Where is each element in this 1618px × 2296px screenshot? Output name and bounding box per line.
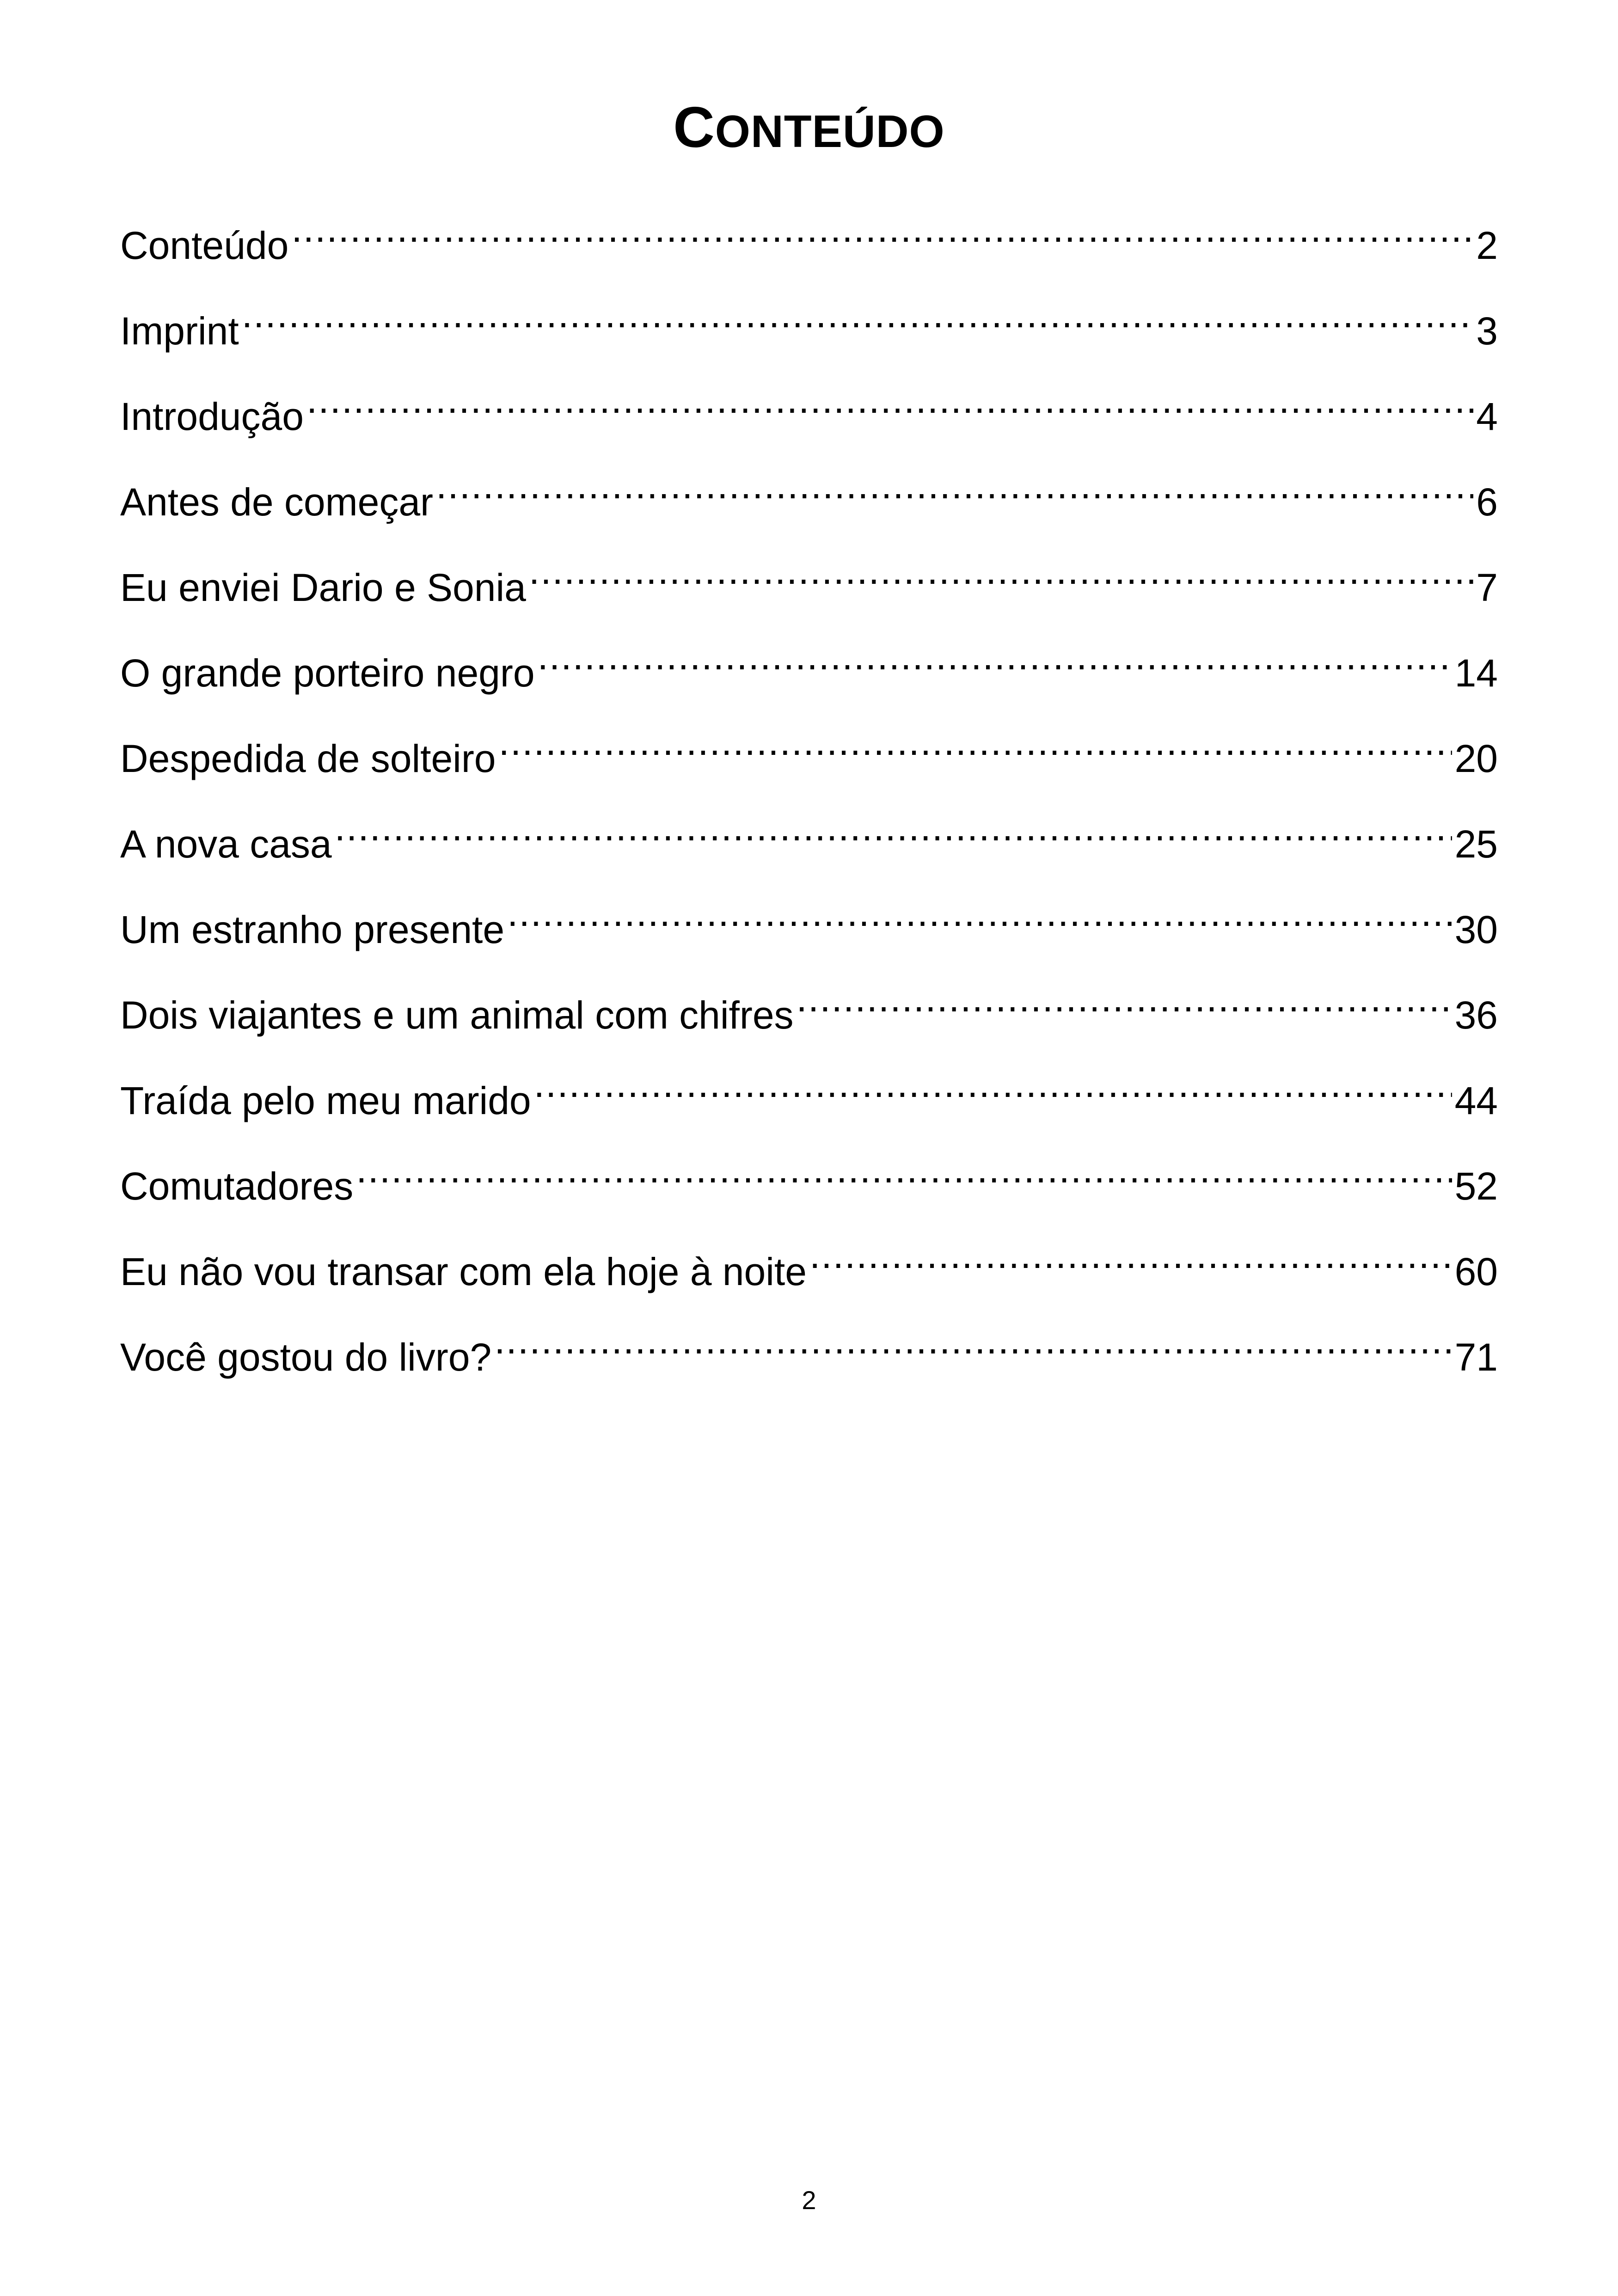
toc-entry[interactable]	[120, 455, 1498, 541]
toc-entry-title: Introdução	[120, 395, 304, 438]
toc-entry[interactable]	[120, 626, 1498, 712]
toc-dot-leader	[529, 541, 1473, 601]
toc-entry-title: Imprint	[120, 309, 239, 353]
toc-dot-leader	[356, 1139, 1452, 1200]
toc-dot-leader	[538, 626, 1452, 686]
toc-entry-page: 7	[1476, 566, 1498, 609]
toc-entry-title: A nova casa	[120, 822, 332, 866]
toc-entry[interactable]	[120, 199, 1498, 284]
toc-dot-leader	[291, 199, 1473, 259]
toc-entry-title: O grande porteiro negro	[120, 651, 535, 695]
toc-entry-page: 71	[1454, 1335, 1498, 1379]
toc-entry[interactable]	[120, 1310, 1498, 1396]
toc-entry-page: 14	[1454, 651, 1498, 695]
toc-entry-page: 44	[1454, 1079, 1498, 1122]
toc-entry[interactable]	[120, 370, 1498, 455]
toc-dot-leader	[809, 1225, 1452, 1285]
toc-entry[interactable]	[120, 541, 1498, 626]
toc-entry-title: Despedida de solteiro	[120, 737, 496, 780]
toc-entry-page: 25	[1454, 822, 1498, 866]
toc-entry-title: Um estranho presente	[120, 908, 505, 951]
toc-entry-title: Você gostou do livro?	[120, 1335, 492, 1379]
toc-entry-page: 4	[1476, 395, 1498, 438]
toc-dot-leader	[507, 883, 1452, 943]
toc-entry-title: Eu não vou transar com ela hoje à noite	[120, 1250, 807, 1293]
toc-entry[interactable]	[120, 712, 1498, 797]
toc-entry-page: 6	[1476, 480, 1498, 524]
toc-entry-title: Conteúdo	[120, 224, 289, 267]
table-of-contents	[120, 199, 1498, 1396]
toc-dot-leader	[242, 284, 1474, 344]
toc-entry[interactable]	[120, 284, 1498, 370]
footer-page-number: 2	[802, 2186, 816, 2215]
toc-dot-leader	[499, 712, 1452, 772]
toc-entry[interactable]	[120, 968, 1498, 1054]
toc-entry-page: 3	[1476, 309, 1498, 353]
toc-entry[interactable]	[120, 1054, 1498, 1139]
toc-entry-page: 30	[1454, 908, 1498, 951]
toc-entry-page: 60	[1454, 1250, 1498, 1293]
toc-dot-leader	[797, 968, 1452, 1029]
page-title	[0, 91, 1618, 168]
toc-entry-title: Traída pelo meu marido	[120, 1079, 531, 1122]
toc-dot-leader	[335, 797, 1452, 857]
toc-dot-leader	[494, 1310, 1452, 1371]
toc-entry-page: 20	[1454, 737, 1498, 780]
toc-entry[interactable]	[120, 1139, 1498, 1225]
toc-entry-title: Antes de começar	[120, 480, 434, 524]
toc-dot-leader	[306, 370, 1473, 430]
toc-entry-page: 36	[1454, 993, 1498, 1037]
toc-entry[interactable]	[120, 883, 1498, 968]
toc-entry-page: 52	[1454, 1164, 1498, 1208]
page-title-rest: ONTEÚDO	[715, 106, 945, 157]
toc-dot-leader	[436, 455, 1473, 515]
toc-entry[interactable]	[120, 1225, 1498, 1310]
toc-dot-leader	[534, 1054, 1452, 1114]
page-title-initial: C	[673, 96, 715, 159]
toc-entry-title: Dois viajantes e um animal com chifres	[120, 993, 794, 1037]
toc-entry-title: Eu enviei Dario e Sonia	[120, 566, 526, 609]
toc-entry-title: Comutadores	[120, 1164, 354, 1208]
toc-entry-page: 2	[1476, 224, 1498, 267]
toc-entry[interactable]	[120, 797, 1498, 883]
